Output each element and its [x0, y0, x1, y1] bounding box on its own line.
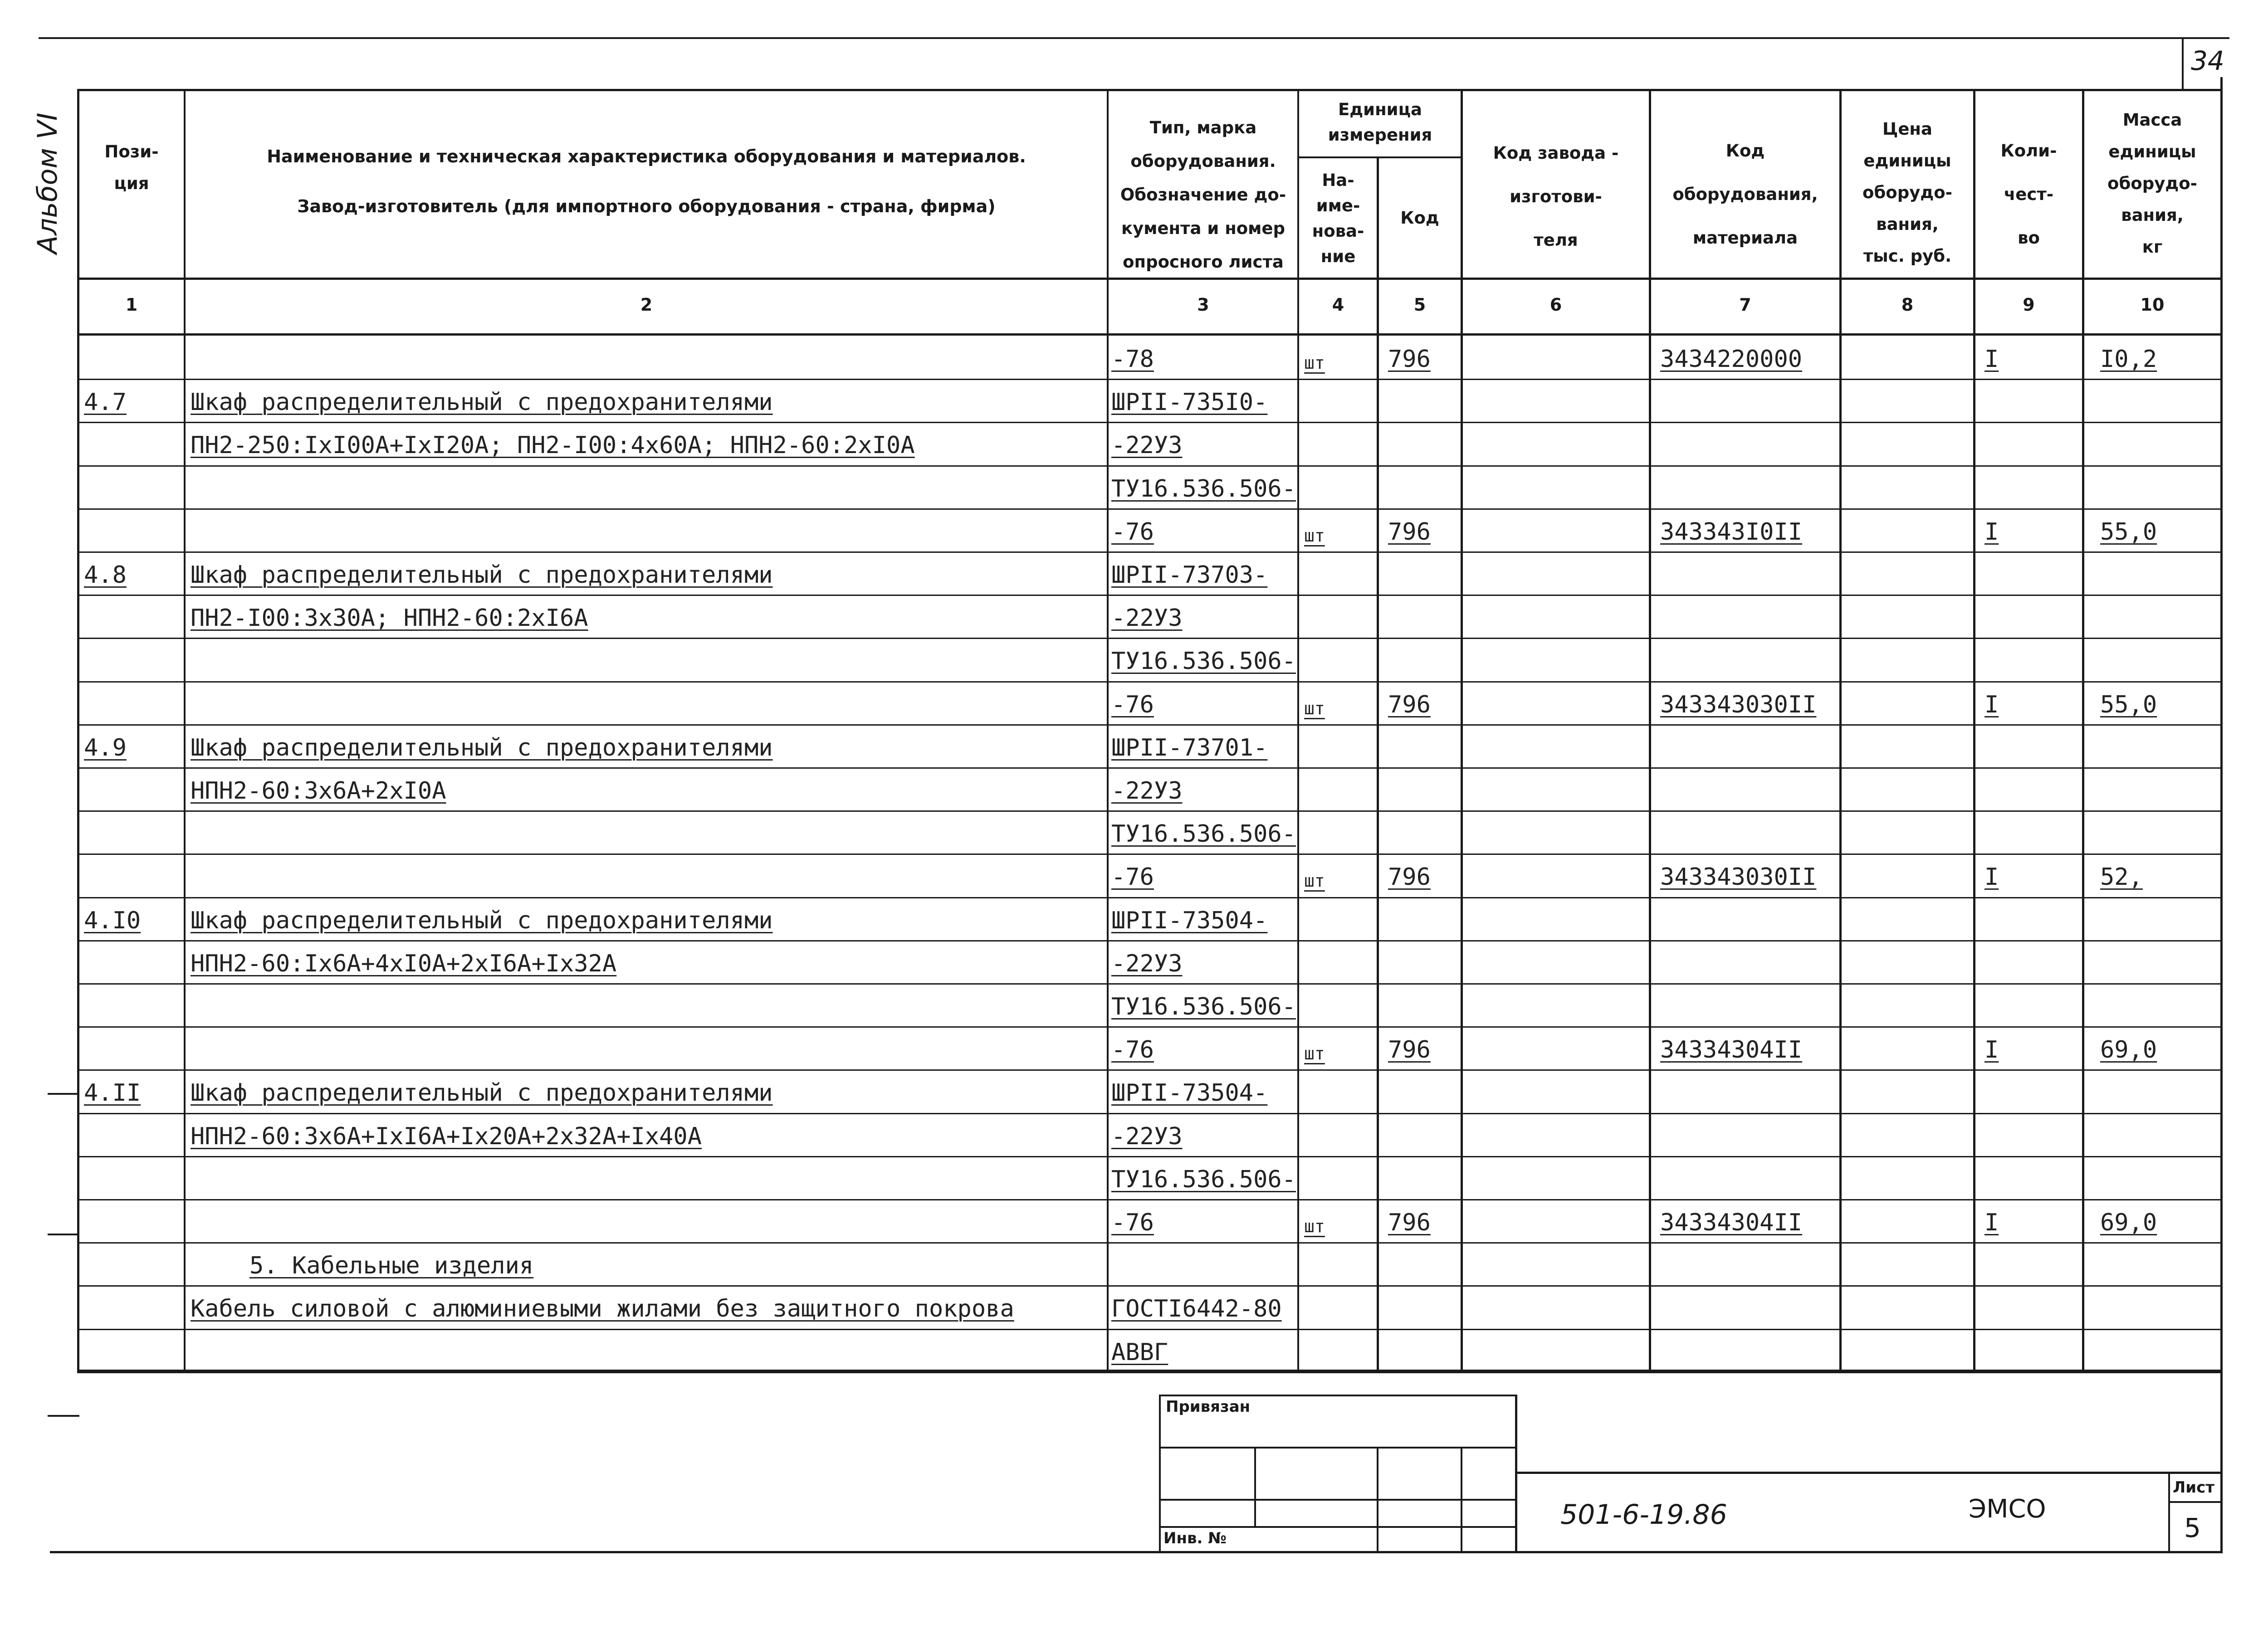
- header-price: Цена единицы оборудо- вания, тыс. руб.: [1862, 119, 1952, 266]
- cell-type: АВВГ: [1111, 1339, 1168, 1366]
- stamp-line: [1159, 1447, 1517, 1449]
- colnum: 4: [1332, 295, 1344, 315]
- cell-type: -78: [1111, 346, 1154, 373]
- row-line: [77, 1069, 2223, 1071]
- row-line: [77, 1026, 2223, 1028]
- cell-equip: 343343030II: [1660, 863, 1817, 891]
- cell-code: 796: [1388, 518, 1431, 546]
- colnum: 3: [1197, 295, 1209, 315]
- col-line: [1377, 156, 1379, 1372]
- cell-type: ГОСТI6442-80: [1111, 1295, 1282, 1322]
- header-unit-code: Код: [1400, 208, 1439, 228]
- row-line: [77, 897, 2223, 898]
- colnum: 7: [1739, 295, 1751, 315]
- stamp-doc-code: 501-6-19.86: [1560, 1499, 1727, 1531]
- cell-equip: 34334304II: [1660, 1209, 1803, 1236]
- row-line: [77, 379, 2223, 380]
- table-bottom-line: [77, 1370, 2223, 1372]
- cell-type: -22У3: [1111, 777, 1183, 805]
- cell-mass: 52,: [2100, 863, 2143, 891]
- cell-equip: 3434220000: [1660, 346, 1803, 373]
- row-line: [77, 422, 2223, 423]
- cell-mass: 55,0: [2100, 518, 2157, 546]
- cell-name: 5. Кабельные изделия: [249, 1252, 534, 1279]
- cell-pos: 4.8: [84, 561, 127, 589]
- top-rule: [39, 37, 2229, 39]
- cell-code: 796: [1388, 863, 1431, 891]
- cell-type: -22У3: [1111, 432, 1183, 459]
- col-line: [1649, 89, 1651, 1372]
- colnum: 9: [2023, 295, 2035, 315]
- cell-unit: шт: [1304, 698, 1325, 718]
- cell-name: НПН2-60:Ix6A+4xI0A+2xI6A+Ix32A: [191, 950, 617, 977]
- cell-unit: шт: [1304, 1216, 1325, 1236]
- cell-type: ШРII-73504-: [1111, 907, 1268, 934]
- col-line: [2082, 89, 2084, 1372]
- header-unit: Единица измерения: [1328, 100, 1432, 145]
- cell-code: 796: [1388, 346, 1431, 373]
- cell-pos: 4.7: [84, 389, 127, 416]
- row-line: [77, 551, 2223, 553]
- cell-type: -22У3: [1111, 950, 1183, 977]
- row-line: [77, 854, 2223, 855]
- header-position: Пози- ция: [104, 142, 159, 193]
- col-line: [1839, 89, 1842, 1372]
- cell-name: Кабель силовой с алюминиевыми жилами без защитного покрова: [191, 1295, 1014, 1322]
- col-line: [1973, 89, 1975, 1372]
- cell-name: НПН2-60:3x6A+IxI6A+Ix20A+2x32A+Ix40A: [191, 1123, 702, 1150]
- colnum: 5: [1413, 295, 1426, 315]
- colnum: 6: [1549, 295, 1562, 315]
- cell-qty: I: [1984, 518, 1999, 546]
- stamp-sheet-number: 5: [2184, 1512, 2201, 1543]
- header-unit-name: На- име- нова- ние: [1312, 171, 1364, 266]
- row-line: [77, 681, 2223, 683]
- row-line: [77, 1156, 2223, 1157]
- header-maker-code: Код завода - изготови- теля: [1493, 143, 1619, 250]
- cell-type: -76: [1111, 1209, 1154, 1236]
- frame-left: [77, 89, 79, 1372]
- cell-type: ШРII-735I0-: [1111, 389, 1268, 416]
- cell-mass: 69,0: [2100, 1209, 2157, 1236]
- stamp-line: [1377, 1447, 1378, 1551]
- cell-name: НПН2-60:3x6A+2xI0A: [191, 777, 446, 805]
- cell-qty: I: [1984, 691, 1999, 718]
- cell-qty: I: [1984, 863, 1999, 891]
- row-line: [77, 1372, 2223, 1373]
- cell-type: ТУ16.536.506-: [1111, 1166, 1296, 1193]
- cell-unit: шт: [1304, 1044, 1325, 1063]
- stamp-line: [2168, 1472, 2170, 1551]
- cell-equip: 34334304II: [1660, 1036, 1803, 1063]
- stamp-inv-label: Инв. №: [1163, 1529, 1227, 1547]
- cell-mass: 69,0: [2100, 1036, 2157, 1063]
- cell-name: Шкаф распределительный с предохранителями: [191, 1079, 773, 1107]
- cell-type: -76: [1111, 691, 1154, 718]
- stamp-bound-label: Привязан: [1166, 1398, 1251, 1416]
- col-line: [1297, 89, 1299, 1372]
- cell-qty: I: [1984, 1209, 1999, 1236]
- row-line: [77, 940, 2223, 941]
- cell-type: -76: [1111, 863, 1154, 891]
- row-line: [77, 1242, 2223, 1244]
- cell-unit: шт: [1304, 871, 1325, 891]
- header-quantity: Коли- чест- во: [2000, 141, 2057, 248]
- col-line: [1107, 89, 1109, 1372]
- cell-type: -22У3: [1111, 605, 1183, 632]
- stamp-line: [1159, 1499, 1517, 1501]
- binding-tick: [48, 1093, 79, 1095]
- row-line: [77, 810, 2223, 812]
- header-equip-code: Код оборудования, материала: [1672, 141, 1818, 248]
- row-line: [77, 1113, 2223, 1114]
- cell-name: ПН2-I00:3x30A; НПН2-60:2xI6A: [191, 605, 588, 632]
- cell-equip: 343343030II: [1660, 691, 1817, 718]
- row-line: [77, 465, 2223, 467]
- cell-type: ШРII-73504-: [1111, 1079, 1268, 1107]
- colnum-bottom-line: [77, 333, 2223, 336]
- cell-code: 796: [1388, 1036, 1431, 1063]
- row-line: [77, 595, 2223, 596]
- corner-page-number: 34: [2191, 45, 2224, 76]
- unit-split-line: [1297, 156, 1463, 158]
- cell-type: ШРII-73701-: [1111, 734, 1268, 761]
- cell-unit: шт: [1304, 353, 1325, 373]
- cell-name: ПН2-250:IxI00A+IxI20A; ПН2-I00:4x60A; НПН2-60:2xI0A: [191, 432, 915, 459]
- header-name: Наименование и техническая характеристика оборудования и материалов. Завод-изготовитель (для импортного оборудования - страна, фирма): [267, 146, 1026, 216]
- cell-unit: шт: [1304, 526, 1325, 546]
- cell-pos: 4.9: [84, 734, 127, 761]
- stamp-line: [1461, 1447, 1462, 1551]
- cell-qty: I: [1984, 1036, 1999, 1063]
- header-mass: Масса единицы оборудо- вания, кг: [2107, 110, 2197, 257]
- stamp-section: ЭМСО: [1969, 1494, 2046, 1524]
- cell-type: -76: [1111, 518, 1154, 546]
- stamp-line: [1515, 1472, 2223, 1474]
- cell-code: 796: [1388, 1209, 1431, 1236]
- cell-name: Шкаф распределительный с предохранителями: [191, 561, 773, 589]
- cell-type: ТУ16.536.506-: [1111, 820, 1296, 848]
- row-line: [77, 1199, 2223, 1200]
- cell-equip: 343343I0II: [1660, 518, 1803, 546]
- colnum: 1: [125, 295, 138, 315]
- cell-mass: I0,2: [2100, 346, 2157, 373]
- album-label: Альбом VI: [32, 112, 64, 254]
- colnum: 2: [640, 295, 653, 315]
- cell-type: ТУ16.536.506-: [1111, 648, 1296, 675]
- cell-type: ТУ16.536.506-: [1111, 993, 1296, 1020]
- stamp-line: [1159, 1526, 1517, 1528]
- cell-pos: 4.I0: [84, 907, 141, 934]
- colnum: 10: [2140, 295, 2165, 315]
- corner-box-left: [2182, 37, 2184, 89]
- colnum: 8: [1901, 295, 1914, 315]
- stamp-line: [2168, 1501, 2223, 1503]
- binding-tick: [48, 1415, 79, 1417]
- row-line: [77, 508, 2223, 510]
- header-type: Тип, марка оборудования. Обозначение до- кумента и номер опросного листа: [1120, 118, 1286, 272]
- row-line: [77, 638, 2223, 639]
- stamp-line: [1159, 1395, 1517, 1396]
- cell-name: Шкаф распределительный с предохранителями: [191, 389, 773, 416]
- cell-type: ТУ16.536.506-: [1111, 475, 1296, 502]
- cell-name: Шкаф распределительный с предохранителями: [191, 907, 773, 934]
- stamp-sheet-label: Лист: [2173, 1478, 2214, 1497]
- cell-type: ШРII-73703-: [1111, 561, 1268, 589]
- cell-pos: 4.II: [84, 1079, 141, 1107]
- cell-code: 796: [1388, 691, 1431, 718]
- cell-name: Шкаф распределительный с предохранителями: [191, 734, 773, 761]
- col-line: [1461, 89, 1463, 1372]
- row-line: [77, 1285, 2223, 1287]
- frame-bottom: [50, 1551, 2223, 1553]
- binding-tick: [48, 1234, 79, 1235]
- cell-qty: I: [1984, 346, 1999, 373]
- row-line: [77, 1329, 2223, 1330]
- col-line: [184, 89, 186, 1372]
- cell-type: -76: [1111, 1036, 1154, 1063]
- cell-type: -22У3: [1111, 1123, 1183, 1150]
- frame-top: [77, 89, 2223, 91]
- row-line: [77, 983, 2223, 985]
- stamp-line: [1254, 1447, 1256, 1526]
- cell-mass: 55,0: [2100, 691, 2157, 718]
- row-line: [77, 767, 2223, 769]
- row-line: [77, 724, 2223, 726]
